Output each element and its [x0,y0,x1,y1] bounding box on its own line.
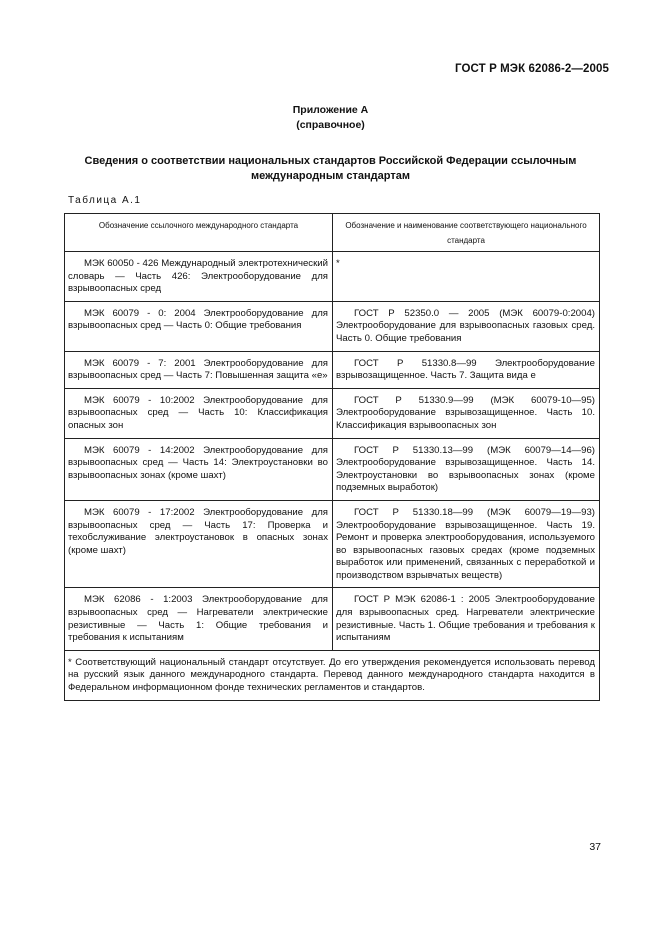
table-header-row [65,214,600,252]
international-standard-cell: МЭК 60079 - 10:2002 Электрооборудование для взрывоопасных сред — Часть 10: Классификация опасных зон [65,388,333,438]
appendix-title: Приложение А [292,104,369,116]
table-footnote: * Соответствующий национальный стандарт отсутствует. До его утверждения рекомендуется использовать перевод на русский язык данного международного стандарта. Перевод данного международного стандарта находится в Федеральном информационном фонде технических регламентов и стандартов. [65,650,600,700]
national-standard-cell: ГОСТ Р 51330.9—99 (МЭК 60079-10—95) Электрооборудование взрывозащищенное. Часть 10. Классификация взрывоопасных зон [333,388,600,438]
appendix-subtitle: (справочное) [296,119,365,131]
national-standard-cell: ГОСТ Р 51330.8—99 Электрооборудование взрывозащищенное. Часть 7. Защита вида е [333,351,600,388]
table-row [65,252,600,302]
table-row [65,438,600,500]
table-row [65,301,600,351]
table-row [65,588,600,650]
national-standard-cell: * [333,252,600,302]
document-id: ГОСТ Р МЭК 62086-2—2005 [455,63,609,75]
international-standard-cell: МЭК 60079 - 0: 2004 Электрооборудование для взрывоопасных сред — Часть 0: Общие требования [65,301,333,351]
international-standard-cell: МЭК 60079 - 17:2002 Электрооборудование для взрывоопасных сред — Часть 17: Проверка и техобслуживание электроустановок в опасных зонах (кроме шахт) [65,500,333,588]
column-header-international: Обозначение ссылочного международного стандарта [65,214,333,252]
table-row [65,500,600,588]
table-row [65,351,600,388]
section-heading: Сведения о соответствии национальных стандартов Российской Федерации ссылочным международным стандартам [84,155,577,182]
national-standard-cell: ГОСТ Р МЭК 62086-1 : 2005 Электрооборудование для взрывоопасных сред. Нагреватели электрические резистивные. Часть 1. Общие требования и требования к испытаниям [333,588,600,650]
national-standard-cell: ГОСТ Р 51330.13—99 (МЭК 60079—14—96) Электрооборудование взрывозащищенное. Часть 14. Электроустановки во взрывоопасных зонах (кроме подземных выработок) [333,438,600,500]
correspondence-table [64,213,600,701]
international-standard-cell: МЭК 60050 - 426 Международный электротехнический словарь — Часть 426: Электрооборудование для взрывоопасных сред [65,252,333,302]
table-row [65,388,600,438]
national-standard-cell: ГОСТ Р 52350.0 — 2005 (МЭК 60079-0:2004) Электрооборудование для взрывоопасных газовых сред. Часть 0. Общие требования [333,301,600,351]
page-number: 37 [589,841,601,853]
national-standard-cell: ГОСТ Р 51330.18—99 (МЭК 60079—19—93) Электрооборудование взрывозащищенное. Часть 19. Ремонт и проверка электрооборудования, используемого во взрывоопасных газовых средах (кроме подземных выработок или применений, связанных с переработкой и производством взрывчатых веществ) [333,500,600,588]
international-standard-cell: МЭК 60079 - 14:2002 Электрооборудование для взрывоопасных сред — Часть 14: Электроустановки во взрывоопасных зонах (кроме шахт) [65,438,333,500]
table-caption: Таблица А.1 [68,195,142,206]
international-standard-cell: МЭК 62086 - 1:2003 Электрооборудование для взрывоопасных сред — Нагреватели электрические резистивные — Часть 1: Общие требования и требования к испытаниям [65,588,333,650]
appendix-heading [0,103,661,133]
column-header-national: Обозначение и наименование соответствующего национального стандарта [333,214,600,252]
international-standard-cell: МЭК 60079 - 7: 2001 Электрооборудование для взрывоопасных сред — Часть 7: Повышенная защита «е» [65,351,333,388]
footnote-row [65,650,600,700]
